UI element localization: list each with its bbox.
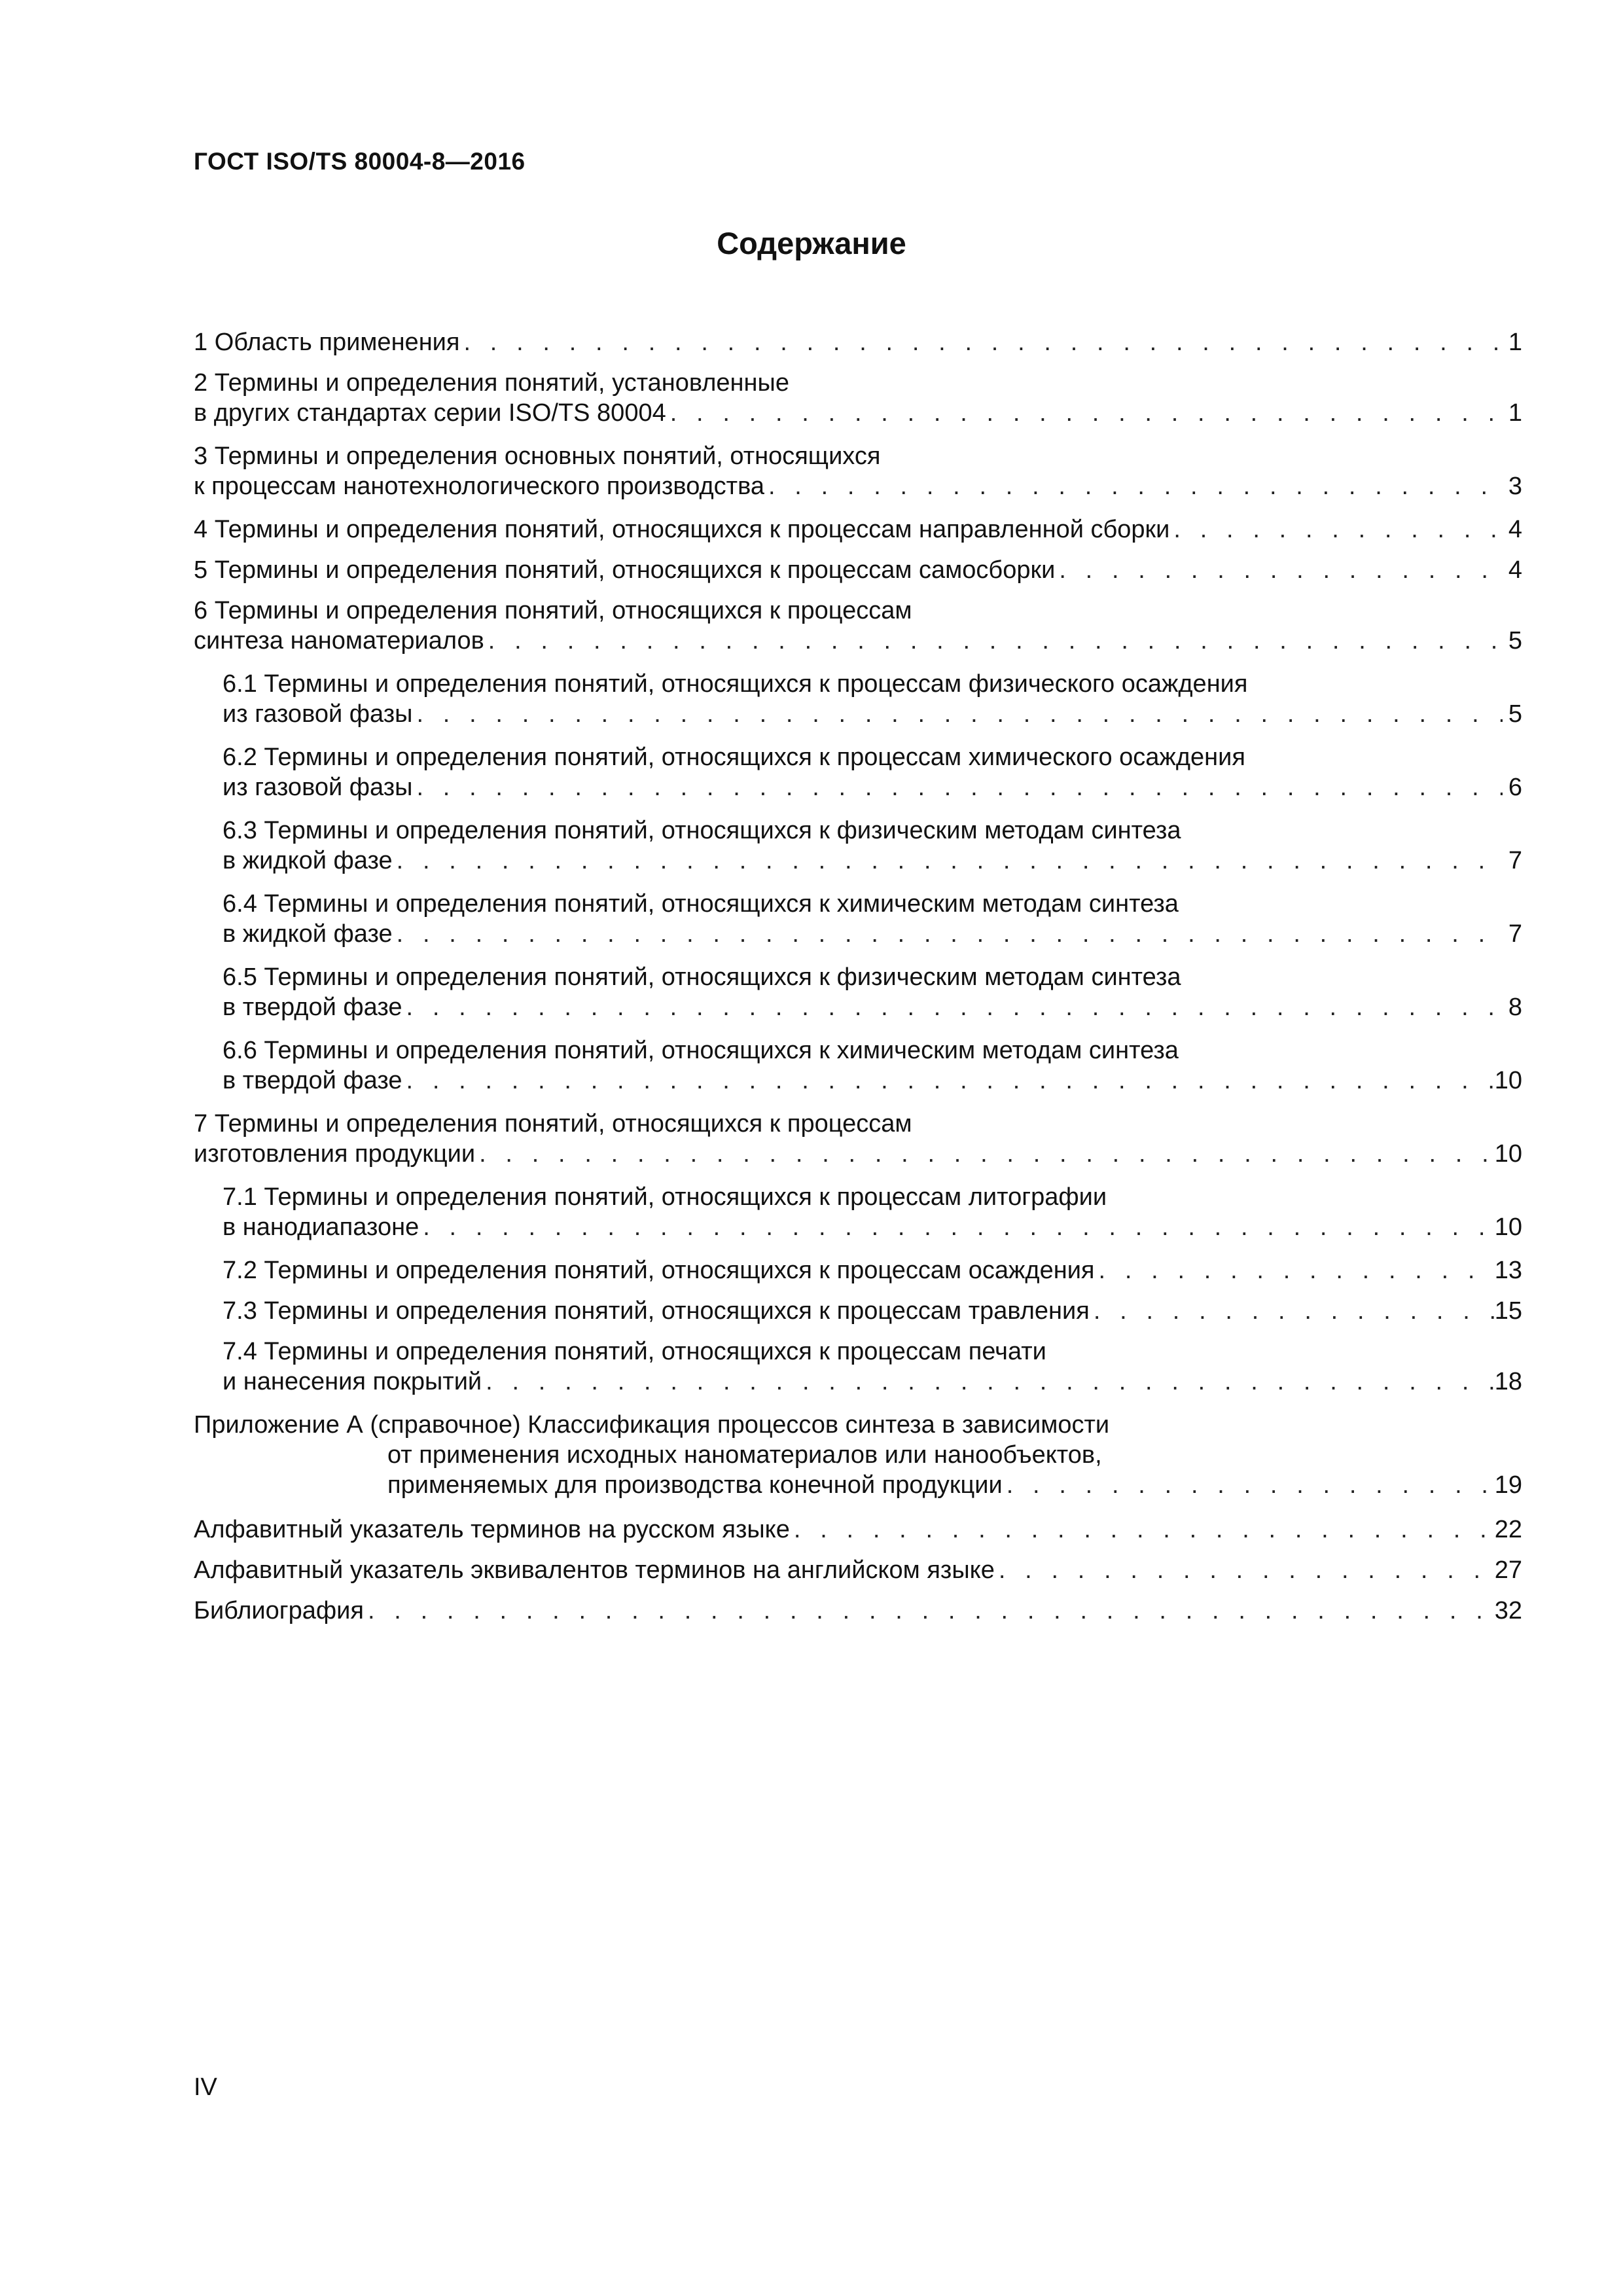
toc-page-number: 6	[1508, 774, 1522, 801]
toc-entry-line1: 6.2 Термины и определения понятий, относящихся к процессам химического осаждения	[223, 744, 1245, 771]
toc-entry-line1: 6.5 Термины и определения понятий, относящихся к физическим методам синтеза	[223, 963, 1181, 991]
toc-page-number: 7	[1508, 920, 1522, 948]
toc-entry-6-6[interactable]	[223, 1035, 1522, 1096]
toc-entry-3[interactable]	[194, 441, 1522, 501]
toc-entry-text: 1 Область применения	[194, 329, 460, 356]
dot-leader	[1003, 1470, 1495, 1500]
toc-entry-line1: 3 Термины и определения основных понятий, относящихся	[194, 442, 881, 470]
page-number: IV	[194, 2073, 217, 2101]
dot-leader	[666, 398, 1503, 428]
dot-leader	[412, 699, 1503, 729]
toc-entry-1[interactable]	[194, 327, 1522, 357]
toc-entry-7-3[interactable]	[223, 1296, 1522, 1326]
toc-entry-line1: 6 Термины и определения понятий, относящихся к процессам	[194, 597, 912, 624]
dot-leader	[1090, 1296, 1495, 1326]
toc-entry-text: 4 Термины и определения понятий, относящихся к процессам направленной сборки	[194, 516, 1170, 543]
toc-entry-6[interactable]	[194, 596, 1522, 656]
toc-entry-text: к процессам нанотехнологического производства	[194, 473, 764, 500]
toc-entry-text: 7.3 Термины и определения понятий, относящихся к процессам травления	[223, 1297, 1090, 1325]
dot-leader	[419, 1212, 1495, 1242]
toc-entry-text: из газовой фазы	[223, 700, 413, 728]
toc-page-number: 13	[1494, 1257, 1522, 1284]
toc-page-number: 1	[1508, 329, 1522, 356]
toc-entry-text: изготовления продукции	[194, 1140, 476, 1168]
dot-leader	[412, 772, 1503, 802]
toc-entry-line1: 2 Термины и определения понятий, установленные	[194, 369, 789, 397]
dot-leader	[402, 1066, 1495, 1096]
toc-page-number: 10	[1494, 1213, 1522, 1241]
toc-entry-appendix-a[interactable]	[194, 1410, 1522, 1500]
toc-page-number: 10	[1494, 1140, 1522, 1168]
toc-entry-text: Алфавитный указатель терминов на русском языке	[194, 1516, 790, 1543]
toc-entry-7-1[interactable]	[223, 1182, 1522, 1242]
toc-entry-text: и нанесения покрытий	[223, 1368, 482, 1395]
toc-page-number: 4	[1508, 516, 1522, 543]
toc-entry-bibliography[interactable]	[194, 1596, 1522, 1626]
toc-entry-6-3[interactable]	[223, 816, 1522, 876]
dot-leader	[459, 327, 1503, 357]
toc-page-number: 8	[1508, 994, 1522, 1021]
dot-leader	[1095, 1255, 1495, 1285]
toc-entry-text: 5 Термины и определения понятий, относящихся к процессам самосборки	[194, 556, 1056, 584]
dot-leader	[364, 1596, 1495, 1626]
toc-entry-text: в жидкой фазе	[223, 847, 393, 874]
dot-leader	[402, 992, 1503, 1022]
toc-page-number: 19	[1494, 1471, 1522, 1499]
toc-entry-line1: 7.4 Термины и определения понятий, относящихся к процессам печати	[223, 1338, 1046, 1365]
toc-entry-6-4[interactable]	[223, 889, 1522, 949]
toc-entry-text: в других стандартах серии ISO/TS 80004	[194, 399, 666, 427]
toc-entry-4[interactable]	[194, 514, 1522, 545]
dot-leader	[393, 919, 1503, 949]
toc-entry-text: в жидкой фазе	[223, 920, 393, 948]
toc-page-number: 4	[1508, 556, 1522, 584]
dot-leader	[484, 626, 1503, 656]
toc-entry-text: в нанодиапазоне	[223, 1213, 419, 1241]
toc-entry-line2: от применения исходных наноматериалов или нанообъектов,	[387, 1441, 1102, 1469]
toc-page-number: 5	[1508, 700, 1522, 728]
toc-page-number: 27	[1494, 1556, 1522, 1584]
toc-entry-line1: 6.1 Термины и определения понятий, относящихся к процессам физического осаждения	[223, 670, 1248, 698]
toc-entry-7-4[interactable]	[223, 1336, 1522, 1397]
toc-entry-line1: 7.1 Термины и определения понятий, относящихся к процессам литографии	[223, 1183, 1107, 1211]
toc-entry-line1: 6.4 Термины и определения понятий, относящихся к химическим методам синтеза	[223, 890, 1179, 918]
toc-entry-index-ru[interactable]	[194, 1515, 1522, 1545]
dot-leader	[1055, 555, 1503, 585]
toc-entry-text: применяемых для производства конечной продукции	[387, 1471, 1003, 1499]
toc-entry-line1: Приложение А (справочное) Классификация процессов синтеза в зависимости	[194, 1411, 1110, 1439]
toc-entry-index-en[interactable]	[194, 1555, 1522, 1585]
toc-entry-6-2[interactable]	[223, 742, 1522, 802]
toc-page-number: 32	[1494, 1597, 1522, 1624]
toc-entry-5[interactable]	[194, 555, 1522, 585]
toc-entry-7[interactable]	[194, 1109, 1522, 1169]
toc-entry-text: из газовой фазы	[223, 774, 413, 801]
toc-entry-6-1[interactable]	[223, 669, 1522, 729]
toc-entry-text: синтеза наноматериалов	[194, 627, 484, 655]
toc-entry-text: в твердой фазе	[223, 1067, 402, 1094]
dot-leader	[995, 1555, 1495, 1585]
page-title: Содержание	[717, 226, 906, 260]
dot-leader	[1169, 514, 1503, 545]
toc-entry-6-5[interactable]	[223, 962, 1522, 1022]
toc-page-number: 5	[1508, 627, 1522, 655]
toc-entry-line1: 6.3 Термины и определения понятий, относящихся к физическим методам синтеза	[223, 817, 1181, 844]
toc-entry-line1: 6.6 Термины и определения понятий, относящихся к химическим методам синтеза	[223, 1037, 1179, 1064]
dot-leader	[764, 471, 1503, 501]
toc-entry-text: Алфавитный указатель эквивалентов терминов на английском языке	[194, 1556, 995, 1584]
toc-page-number: 18	[1494, 1368, 1522, 1395]
toc-page-number: 10	[1494, 1067, 1522, 1094]
document-id: ГОСТ ISO/TS 80004-8—2016	[194, 148, 526, 175]
toc-entry-7-2[interactable]	[223, 1255, 1522, 1285]
dot-leader	[393, 846, 1503, 876]
toc-page-number: 1	[1508, 399, 1522, 427]
toc-page-number: 15	[1494, 1297, 1522, 1325]
toc-page-number: 22	[1494, 1516, 1522, 1543]
toc-entry-line1: 7 Термины и определения понятий, относящихся к процессам	[194, 1110, 912, 1138]
toc-entry-text: 7.2 Термины и определения понятий, относящихся к процессам осаждения	[223, 1257, 1095, 1284]
toc-entry-text: Библиография	[194, 1597, 364, 1624]
toc-entry-text: в твердой фазе	[223, 994, 402, 1021]
toc-page-number: 3	[1508, 473, 1522, 500]
dot-leader	[790, 1515, 1495, 1545]
dot-leader	[482, 1367, 1495, 1397]
dot-leader	[475, 1139, 1495, 1169]
toc-page-number: 7	[1508, 847, 1522, 874]
toc-entry-2[interactable]	[194, 368, 1522, 428]
